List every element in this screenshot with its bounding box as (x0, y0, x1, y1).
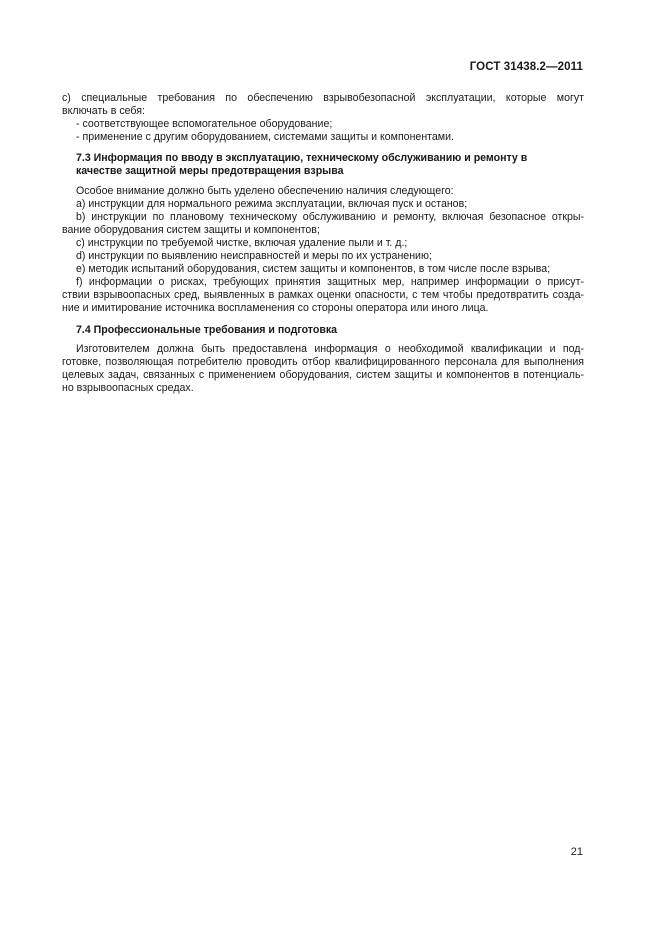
paragraph-line-2: готовке, позволяющая потребителю проводить отбор квалифицированного персонала для выполнения (62, 355, 584, 368)
paragraph-line-4: но взрывоопасных средах. (62, 381, 194, 394)
list-item-f-line-3: ние и имитирование источника воспламенения со стороны оператора или иного лица. (62, 302, 489, 315)
document-body (62, 92, 584, 395)
list-item-c: c) инструкции по требуемой чистке, включая удаление пыли и т. д.; (76, 236, 408, 249)
section-heading-7-3-line-1: 7.3 Информация по вводу в эксплуатацию, техническому обслуживанию и ремонту в (76, 152, 528, 165)
document-header-id: ГОСТ 31438.2—2011 (469, 61, 583, 73)
list-item: - соответствующее вспомогательное оборудование; (76, 118, 333, 131)
section-heading-7-4: 7.4 Профессиональные требования и подготовка (76, 323, 338, 336)
list-item-d: d) инструкции по выявлению неисправностей и меры по их устранению; (76, 250, 432, 263)
paragraph-intro: Особое внимание должно быть уделено обеспечению наличия следующего: (76, 184, 454, 197)
list-item-a: a) инструкции для нормального режима эксплуатации, включая пуск и останов; (76, 197, 468, 210)
list-item-e: e) методик испытаний оборудования, систем защиты и компонентов, в том числе после взрыва; (76, 263, 551, 276)
paragraph-line-3: целевых задач, связанных с применением оборудования, систем защиты и компонентов в потенциаль- (62, 368, 584, 381)
section-7-3 (62, 152, 584, 315)
list-item: - применение с другим оборудованием, системами защиты и компонентами. (76, 131, 454, 144)
section-heading-7-3-line-2: качестве защитной меры предотвращения взрыва (76, 165, 344, 178)
section-c (62, 92, 584, 144)
list-item-b-line-1: b) инструкции по плановому техническому обслуживанию и ремонту, включая безопасное откры- (76, 210, 584, 223)
paragraph-c-line-2: включать в себя: (62, 105, 145, 118)
list-item-f-line-2: ствии взрывоопасных сред, выявленных в рамках оценки опасности, с тем чтобы предотвратить созда- (62, 289, 584, 302)
section-7-4 (62, 324, 584, 395)
page-number: 21 (570, 846, 583, 858)
list-item-b-line-2: вание оборудования систем защиты и компонентов; (62, 223, 320, 236)
list-item-f-line-1: f) информации о рисках, требующих принятия защитных мер, например информации о присут- (76, 276, 584, 289)
paragraph-line-1: Изготовителем должна быть предоставлена информация о необходимой квалификации и под- (76, 342, 584, 355)
paragraph-c-line-1: c) специальные требования по обеспечению взрывобезопасной эксплуатации, которые могут (62, 92, 584, 104)
